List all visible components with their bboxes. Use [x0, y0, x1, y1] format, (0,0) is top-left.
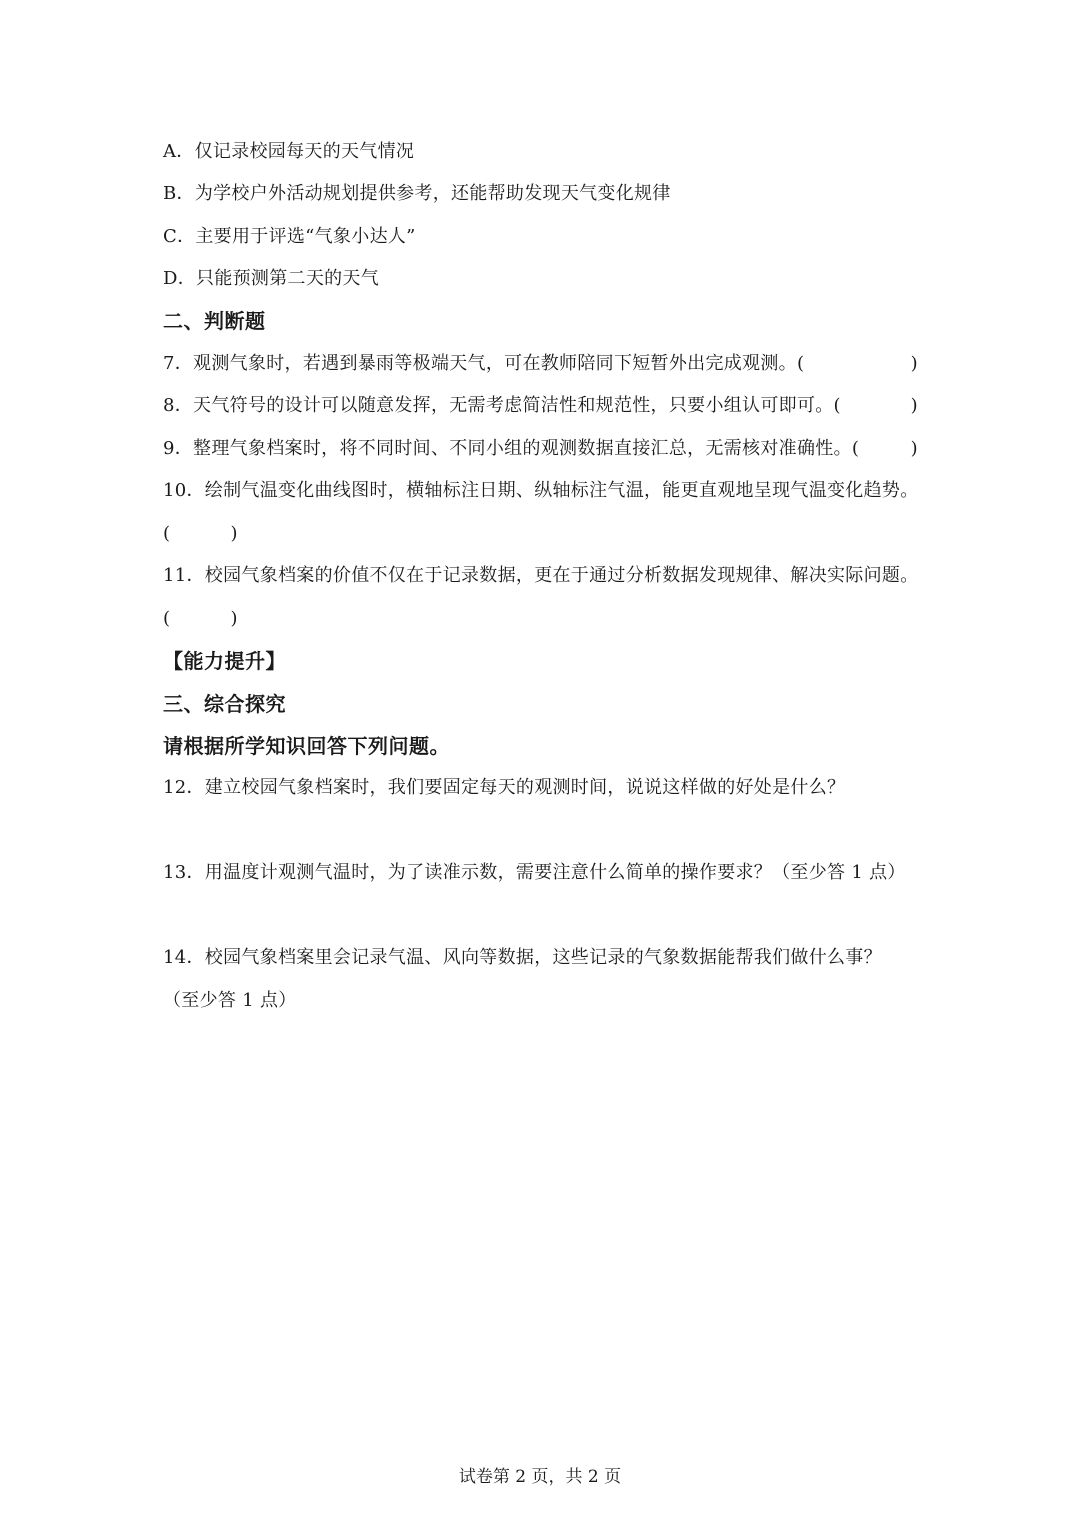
- question-12: 12．建立校园气象档案时，我们要固定每天的观测时间，说说这样做的好处是什么？: [163, 777, 846, 798]
- section-heading-true-false: 二、判断题: [163, 309, 266, 333]
- question-8-text: 8．天气符号的设计可以随意发挥，无需考虑简洁性和规范性，只要小组认可即可。(: [163, 395, 841, 416]
- question-14-note: （至少答 1 点）: [163, 990, 297, 1011]
- question-11: 11．校园气象档案的价值不仅在于记录数据，更在于通过分析数据发现规律、解决实际问题。: [163, 565, 919, 586]
- ability-heading: 【能力提升】: [163, 649, 286, 673]
- question-13: 13．用温度计观测气温时，为了读准示数，需要注意什么简单的操作要求？（至少答 1 点）: [163, 862, 906, 883]
- option-c: C．主要用于评选“气象小达人”: [163, 226, 416, 247]
- option-d: D．只能预测第二天的天气: [163, 268, 380, 289]
- section-heading-inquiry: 三、综合探究: [163, 692, 286, 716]
- section-instruction: 请根据所学知识回答下列问题。: [163, 734, 450, 758]
- question-7-paren-close: ): [910, 353, 918, 374]
- option-a: A．仅记录校园每天的天气情况: [163, 141, 415, 162]
- question-8: [163, 394, 918, 418]
- page-footer: 试卷第 2 页，共 2 页: [458, 1467, 622, 1487]
- question-10-answer-paren: ( ): [163, 523, 238, 544]
- question-9-text: 9．整理气象档案时，将不同时间、不同小组的观测数据直接汇总，无需核对准确性。(: [163, 438, 860, 459]
- question-9: [163, 437, 918, 461]
- question-10: 10．绘制气温变化曲线图时，横轴标注日期、纵轴标注气温，能更直观地呈现气温变化趋势。: [163, 480, 919, 501]
- question-7: [163, 352, 918, 376]
- question-11-answer-paren: ( ): [163, 608, 238, 629]
- question-9-paren-close: ): [910, 438, 918, 459]
- question-7-text: 7．观测气象时，若遇到暴雨等极端天气，可在教师陪同下短暂外出完成观测。(: [163, 353, 805, 374]
- option-b: B．为学校户外活动规划提供参考，还能帮助发现天气变化规律: [163, 183, 671, 204]
- question-14: 14．校园气象档案里会记录气温、风向等数据，这些记录的气象数据能帮我们做什么事？: [163, 947, 882, 968]
- question-8-paren-close: ): [910, 395, 918, 416]
